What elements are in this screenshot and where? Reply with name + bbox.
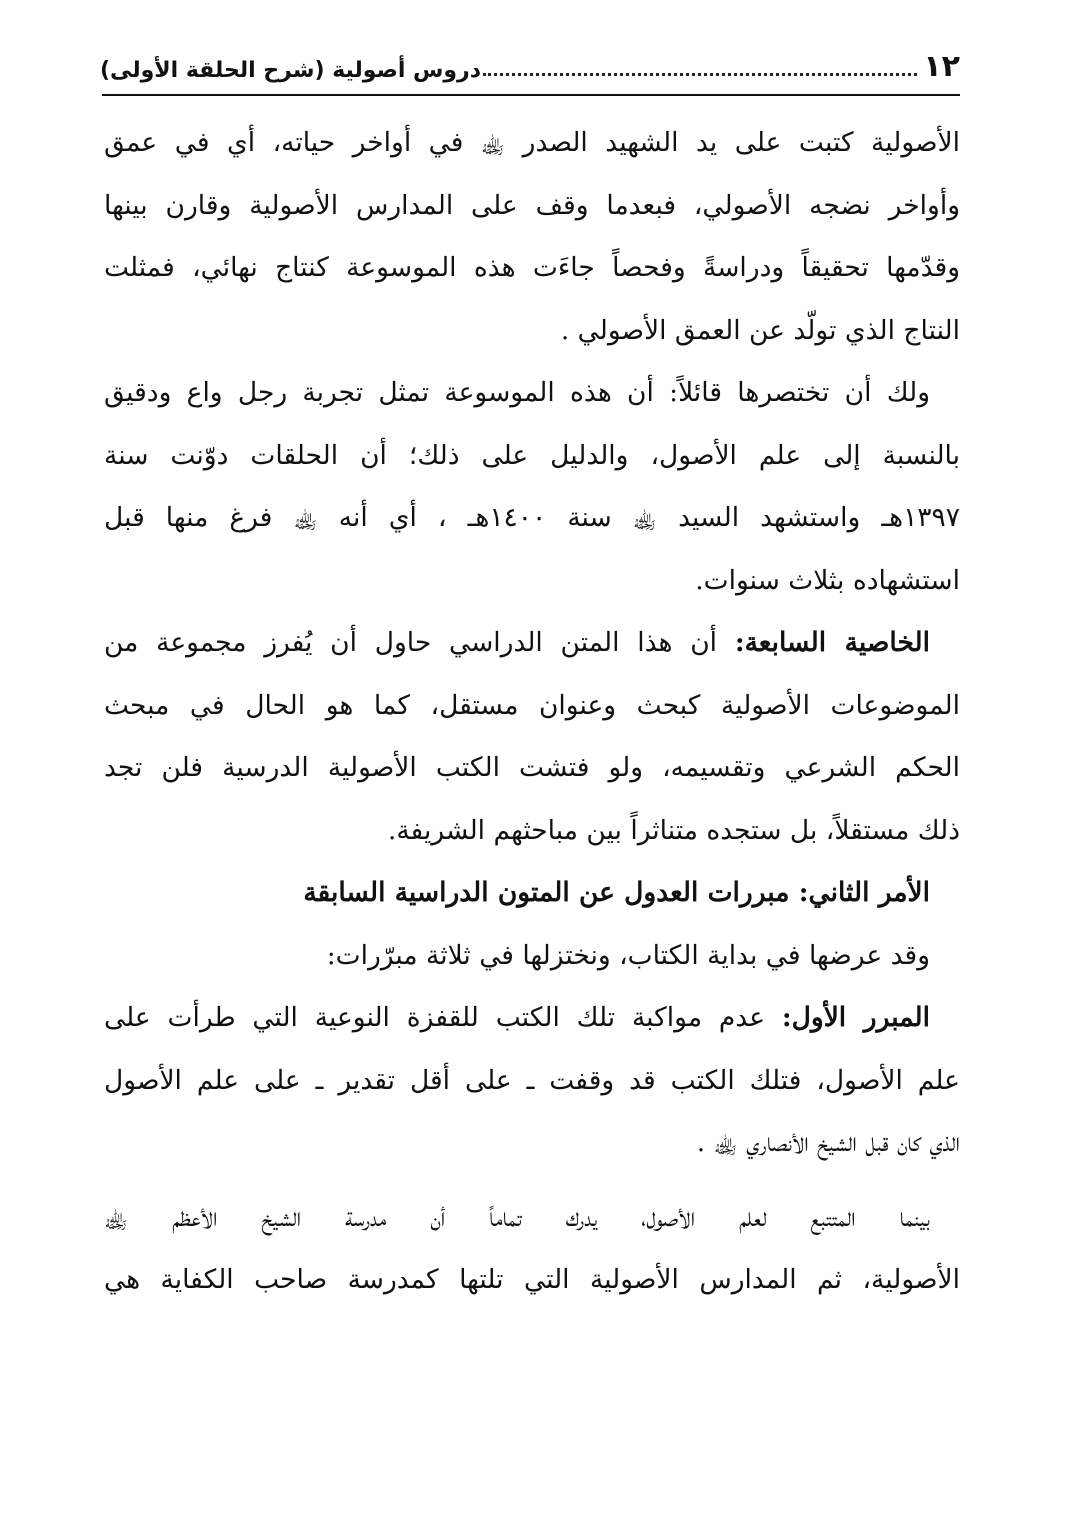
text-run: أن هذا المتن الدراسي حاول أن يُفرز مجموعة من: [104, 627, 735, 658]
text-line: ذلك مستقلاً، بل ستجده متناثراً بين مباحثهم الشريفة.: [387, 814, 960, 846]
paragraph-lead: الخاصية السابعة:: [734, 627, 930, 658]
text-line: ولك أن تختصرها قائلاً: أن هذه الموسوعة تمثل تجربة رجل واع ودقيق: [104, 377, 930, 408]
text-line: [104, 612, 960, 675]
page-number: ١٢: [923, 49, 960, 84]
text-line: الأصولية كتبت على يد الشهيد الصدر ﵀ في أواخر حياته، أي في عمق: [104, 127, 960, 158]
paragraph-lead: المبرر الأول:: [781, 1002, 930, 1033]
text-line: ١٣٩٧هـ واستشهد السيد ﵀ سنة ١٤٠٠هـ ، أي أنه ﵀ فرغ منها قبل: [104, 502, 960, 533]
paragraph-gap: [104, 1175, 960, 1187]
text-line: الذي كان قبل الشيخ الأنصاري ﵀ .: [696, 1127, 960, 1158]
text-run: عدم مواكبة تلك الكتب للقفزة النوعية التي طرأت على: [104, 1002, 782, 1033]
text-line: النتاج الذي تولّد عن العمق الأصولي .: [560, 314, 960, 346]
paragraph: [104, 987, 960, 1175]
header-rule: [102, 94, 960, 96]
text-line: بالنسبة إلى علم الأصول، والدليل على ذلك؛ أن الحلقات دوّنت سنة: [104, 439, 960, 471]
text-line: الحكم الشرعي وتقسيمه، ولو فتشت الكتب الأصولية الدرسية فلن تجد: [104, 752, 960, 783]
paragraph: [104, 612, 960, 862]
running-header: [100, 38, 960, 82]
leader-dots: [483, 73, 917, 76]
text-line: استشهاده بثلاث سنوات.: [695, 564, 960, 596]
text-line: بينما المتتبع لعلم الأصول، يدرك تماماً أن مدرسة الشيخ الأعظم ﵀: [104, 1201, 930, 1233]
text-line: علم الأصول، فتلك الكتب قد وقفت ـ على أقل تقدير ـ على علم الأصول: [104, 1064, 960, 1096]
running-title: دروس أصولية (شرح الحلقة الأولى): [100, 58, 482, 83]
body-text: [104, 112, 960, 1312]
paragraph: [104, 1187, 960, 1312]
text-line: وقد عرضها في بداية الكتاب، ونختزلها في ثلاثة مبرّرات:: [326, 939, 930, 971]
paragraph: [104, 362, 960, 612]
text-line: وأواخر نضجه الأصولي، فبعدما وقف على المدارس الأصولية وقارن بينها: [104, 189, 960, 221]
section-heading: الأمر الثاني: مبررات العدول عن المتون الدراسية السابقة: [303, 877, 930, 908]
text-line: [104, 987, 960, 1050]
text-line: الأصولية، ثم المدارس الأصولية التي تلتها كمدرسة صاحب الكفاية هي: [104, 1264, 960, 1295]
text-line: وقدّمها تحقيقاً ودراسةً وفحصاً جاءَت هذه الموسوعة كنتاج نهائي، فمثلت: [104, 252, 960, 283]
text-line: الموضوعات الأصولية كبحث وعنوان مستقل، كما هو الحال في مبحث: [104, 689, 960, 721]
paragraph: [104, 112, 960, 362]
